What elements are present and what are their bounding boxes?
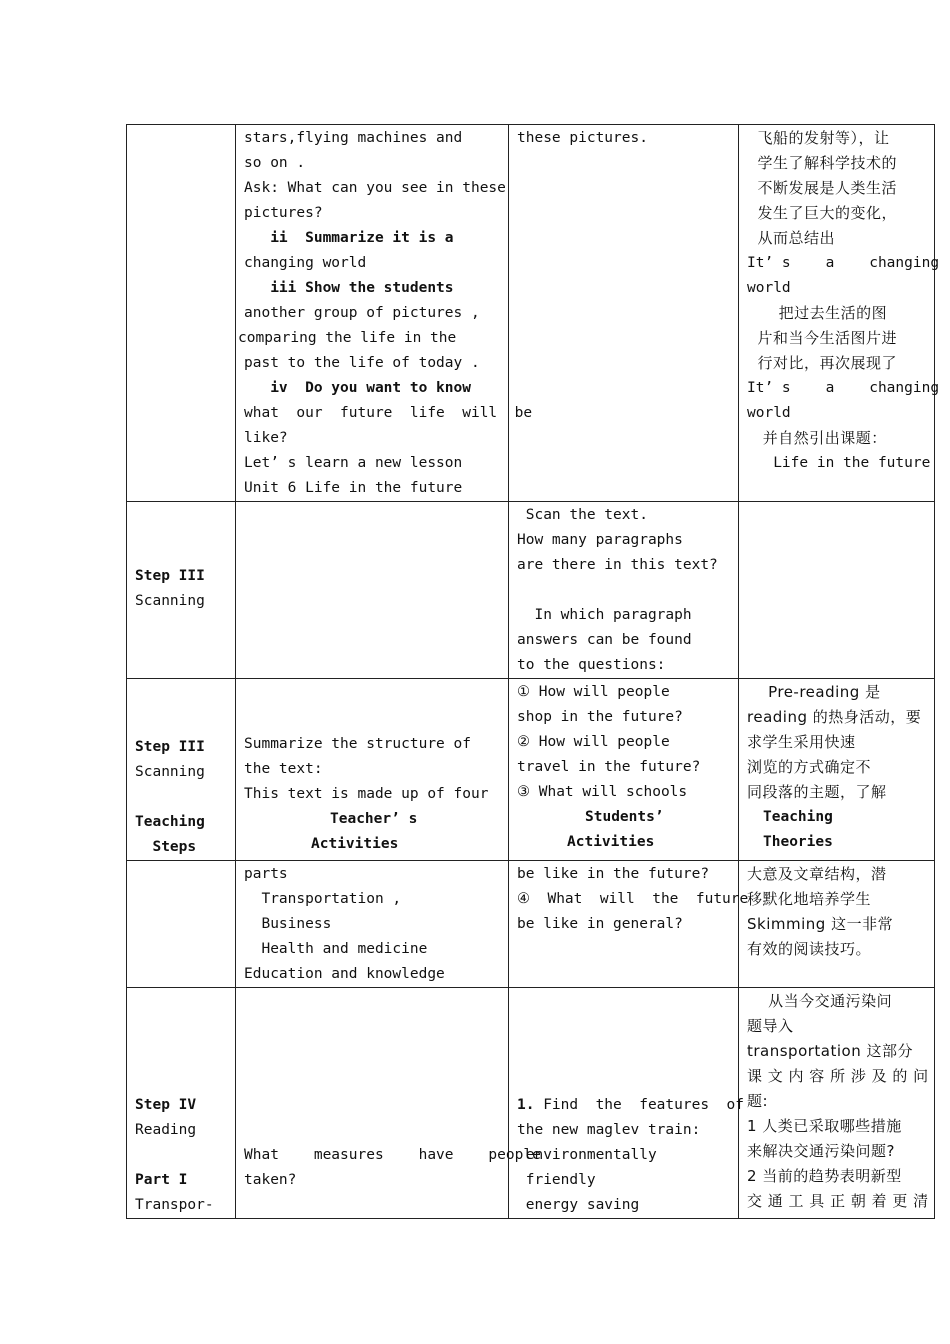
text-line	[517, 578, 734, 603]
text-line: the new maglev train:	[517, 1122, 701, 1138]
text-line: stars,flying machines and	[244, 130, 463, 146]
teacher-activities-cell	[236, 861, 509, 988]
text-line: 课 文 内 容 所 涉 及 的 问	[747, 1067, 929, 1085]
text-line: 同段落的主题，了解	[747, 783, 887, 801]
column-header-teaching-theories: Teaching	[763, 809, 833, 825]
students-activities-cell	[509, 502, 739, 679]
text-line: ① How will people	[517, 684, 670, 700]
text-line: another group of pictures ,	[244, 305, 480, 321]
text-line: taken?	[244, 1172, 297, 1188]
step-cell	[127, 861, 236, 988]
text-line: It’ s a changing	[747, 255, 940, 271]
text-line: ③ What will schools	[517, 784, 688, 800]
text-line: transportation 这部分	[747, 1042, 914, 1060]
text-line: 发生了巨大的变化，	[747, 204, 898, 222]
text-line: ② How will people	[517, 734, 670, 750]
teacher-activities-cell	[236, 502, 509, 679]
step-title: Step III	[135, 739, 205, 755]
text-line: be like in the future?	[517, 866, 710, 882]
text-line: 交 通 工 具 正 朝 着 更 清	[747, 1192, 929, 1210]
table-row	[127, 988, 935, 1219]
teacher-activities-cell	[236, 679, 509, 861]
text-line: Transportation ,	[244, 891, 402, 907]
text-line: comparing the life in the	[238, 330, 457, 346]
teaching-theories-cell	[739, 861, 935, 988]
students-activities-cell	[509, 125, 739, 502]
step-title: Step IV	[135, 1097, 197, 1113]
text-line: It’ s a changing	[747, 380, 940, 396]
step-cell	[127, 502, 236, 679]
text-line: world	[747, 405, 791, 421]
text-line: the text:	[244, 761, 323, 777]
text-line: 学生了解科学技术的	[747, 154, 898, 172]
text-line: Summarize the structure of	[244, 736, 471, 752]
part-subtitle: Transpor-	[135, 1197, 214, 1213]
teacher-activities-cell	[236, 988, 541, 1219]
text-line: 2 当前的趋势表明新型	[747, 1167, 902, 1185]
text-line: shop in the future?	[517, 709, 683, 725]
text-line: be like in general?	[517, 916, 683, 932]
teaching-theories-cell	[739, 988, 935, 1219]
text-line: Unit 6 Life in the future	[244, 480, 463, 496]
text-line: 题导入	[747, 1017, 794, 1035]
table-row	[127, 861, 935, 988]
text-line: Business	[244, 916, 332, 932]
students-activities-cell	[509, 679, 739, 861]
text-line: 飞船的发射等），让	[747, 129, 890, 147]
column-header-teaching-steps: Steps	[135, 839, 197, 855]
text-line: are there in this text?	[517, 557, 718, 573]
text-line: 移默化地培养学生	[747, 890, 872, 908]
step-subtitle: Reading	[135, 1122, 197, 1138]
text-line: iii Show the students	[244, 280, 454, 296]
teaching-theories-cell	[739, 125, 940, 502]
text-line: friendly	[517, 1172, 596, 1188]
text-line: What measures have people	[244, 1147, 541, 1163]
text-line: like?	[244, 430, 288, 446]
text-line: Life in the future	[747, 455, 931, 471]
text-line: to the questions:	[517, 657, 666, 673]
text-line: these pictures.	[517, 130, 648, 146]
teaching-theories-cell	[739, 679, 935, 861]
table-row	[127, 125, 935, 502]
step-cell	[127, 125, 236, 502]
text-line: 从当今交通污染问	[747, 992, 893, 1010]
text-line: Skimming 这一非常	[747, 915, 894, 933]
text-line: Education and knowledge	[244, 966, 445, 982]
text-line: 把过去生活的图	[747, 304, 888, 322]
text-line: 大意及文章结构，潜	[747, 865, 887, 883]
text-line: pictures?	[244, 205, 323, 221]
text-line: so on .	[244, 155, 306, 171]
text-line: travel in the future?	[517, 759, 701, 775]
column-header-students-activities: Students’	[585, 809, 664, 825]
text-line: Health and medicine	[244, 941, 428, 957]
text-line: 不断发展是人类生活	[747, 179, 898, 197]
text-line: Ask: What can you see in these	[244, 180, 506, 196]
part-title: Part I	[135, 1172, 188, 1188]
text-line: changing world	[244, 255, 367, 271]
step-cell	[127, 679, 236, 861]
table-row	[127, 502, 935, 679]
text-line: energy saving	[517, 1197, 640, 1213]
table-row	[127, 679, 935, 861]
text-line: past to the life of today .	[244, 355, 480, 371]
step-cell	[127, 988, 236, 1219]
teaching-theories-cell	[739, 502, 935, 679]
list-number: 1.	[517, 1097, 535, 1113]
text-line: 从而总结出	[747, 229, 836, 247]
step-subtitle: Scanning	[135, 764, 205, 780]
students-activities-cell	[509, 861, 749, 988]
column-header-teacher-activities: Teacher’ s	[330, 811, 418, 827]
text-line: 浏览的方式确定不	[747, 758, 872, 776]
text-line: 来解决交通污染问题?	[747, 1142, 895, 1160]
text-line: ④ What will the future	[517, 891, 749, 907]
column-header-teacher-activities: Activities	[311, 836, 399, 852]
step-subtitle: Scanning	[135, 593, 205, 609]
column-header-students-activities: Activities	[567, 834, 655, 850]
text-line: iv Do you want to know	[244, 380, 471, 396]
lesson-plan-table	[126, 124, 940, 1219]
text-line: 行对比，再次展现了	[747, 354, 898, 372]
text-line: what our future life will be	[244, 405, 533, 421]
text-line: answers can be found	[517, 632, 692, 648]
text-line: world	[747, 280, 791, 296]
text-line: In which paragraph	[517, 607, 692, 623]
text-line: This text is made up of four	[244, 786, 489, 802]
text-line: Scan the text.	[517, 507, 648, 523]
students-activities-cell	[509, 988, 744, 1219]
text-line: Find the features of	[534, 1097, 744, 1113]
text-line: 1 人类已采取哪些措施	[747, 1117, 902, 1135]
text-line: 有效的阅读技巧。	[747, 940, 872, 958]
text-line: 片和当今生活图片进	[747, 329, 898, 347]
text-line: How many paragraphs	[517, 532, 683, 548]
text-line: environmentally	[517, 1147, 657, 1163]
column-header-teaching-theories: Theories	[763, 834, 833, 850]
text-line: 题:	[747, 1092, 769, 1110]
step-title: Step III	[135, 568, 205, 584]
text-line: ii Summarize it is a	[244, 230, 454, 246]
text-line: 并自然引出课题：	[747, 429, 887, 447]
column-header-teaching-steps: Teaching	[135, 814, 205, 830]
text-line: Let’ s learn a new lesson	[244, 455, 463, 471]
teacher-activities-cell	[236, 125, 533, 502]
text-line: reading 的热身活动，要	[747, 708, 922, 726]
text-line: 求学生采用快速	[747, 733, 856, 751]
text-line: Pre-reading 是	[747, 683, 881, 701]
text-line: parts	[244, 866, 288, 882]
